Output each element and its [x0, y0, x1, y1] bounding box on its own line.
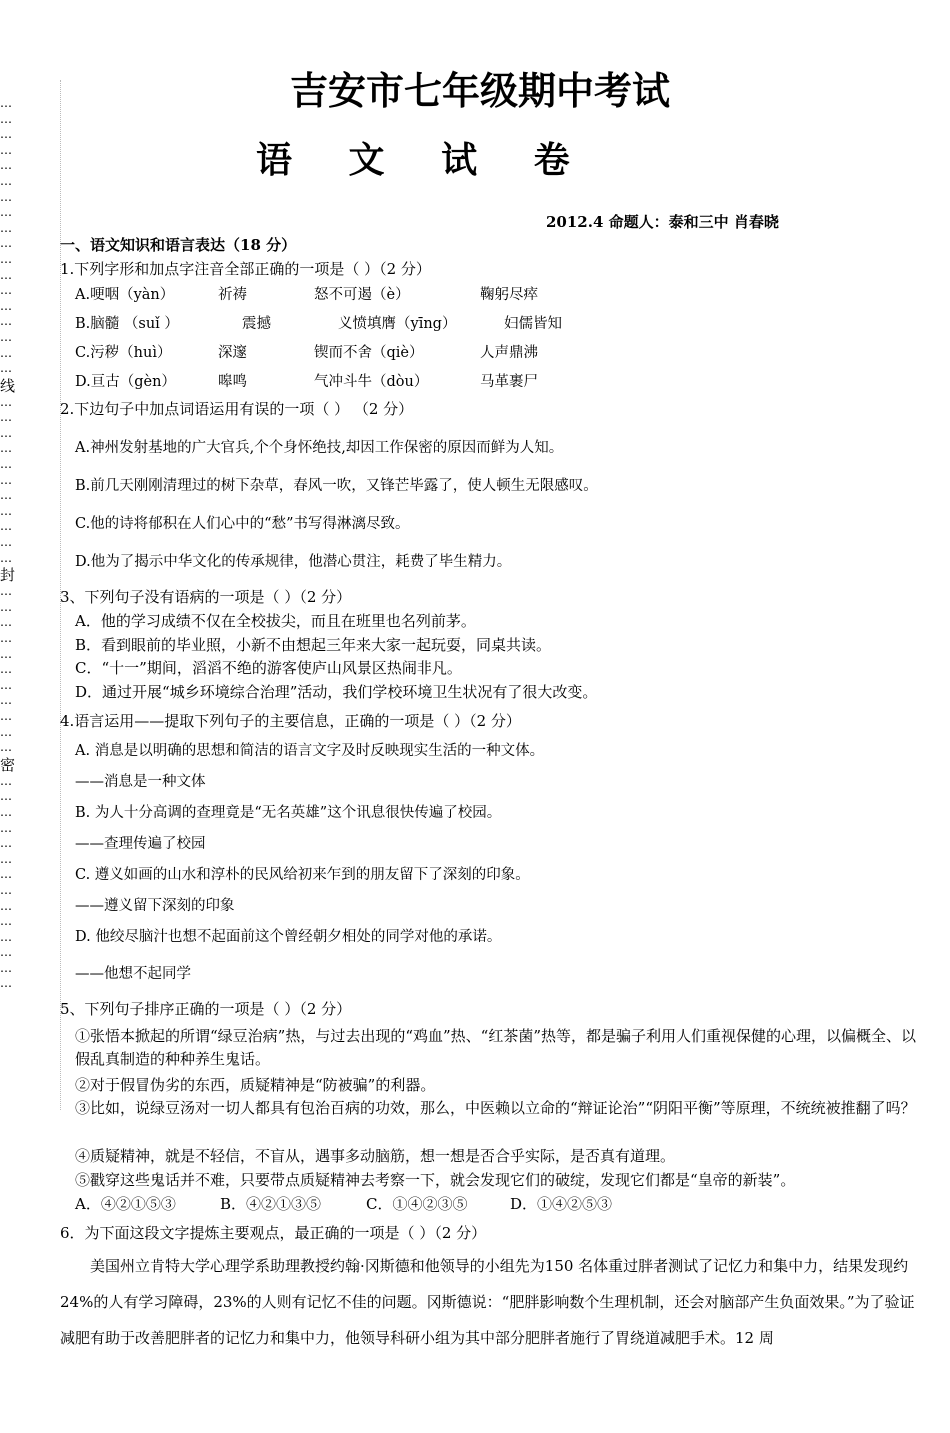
gutter-dots: …	[0, 851, 11, 866]
gutter-dots: …	[0, 361, 11, 376]
question-3-stem: 3、下列句子没有语病的一项是（ ）（2 分）	[60, 588, 352, 606]
gutter-dots: …	[0, 127, 11, 142]
exam-title: 吉安市七年级期中考试	[290, 68, 671, 113]
gutter-dots: …	[0, 945, 11, 960]
gutter-dots: …	[0, 394, 11, 409]
q1-b-word2: 震撼	[242, 316, 271, 332]
q4-line-8: ——他想不起同学	[75, 966, 191, 982]
q5-item-3: ③比如，说绿豆汤对一切人都具有包治百病的功效，那么，中医赖以立命的“辩证论治”“阴阳平衡”等原理，不统统被推翻了吗？	[75, 1099, 916, 1117]
gutter-dots: …	[0, 189, 11, 204]
question-1-stem: 1.下列字形和加点字注音全部正确的一项是（ ）（2 分）	[60, 260, 431, 278]
gutter-dots: …	[0, 740, 11, 755]
gutter-dots: …	[0, 283, 11, 298]
gutter-dots: …	[0, 708, 11, 723]
question-2-stem: 2.下边句子中加点词语运用有误的一项（ ） （2 分）	[60, 400, 414, 418]
q3-option-c: C．“十一”期间，滔滔不绝的游客使庐山风景区热闹非凡。	[75, 659, 462, 677]
q5-choice-a: A．④②①⑤③	[75, 1195, 176, 1213]
gutter-dots: …	[0, 236, 11, 251]
gutter-dots: …	[0, 503, 11, 518]
gutter-dots: …	[0, 96, 11, 110]
question-5-stem: 5、下列句子排序正确的一项是（ ）（2 分）	[60, 1000, 352, 1018]
gutter-dots: …	[0, 836, 11, 851]
gutter-dots: …	[0, 345, 11, 360]
gutter-dots: …	[0, 142, 11, 157]
gutter-dots: …	[0, 251, 11, 266]
q1-b-word4: 妇儒皆知	[504, 316, 562, 332]
q1-c-word3: 锲而不舍（qiè）	[314, 345, 424, 361]
gutter-label: 密	[0, 755, 15, 774]
q1-d-word4: 马革裹尸	[480, 374, 538, 390]
gutter-dots: …	[0, 158, 11, 173]
q1-d-word2: 嗥鸣	[218, 374, 247, 390]
gutter-dots: …	[0, 410, 11, 425]
gutter-dots: …	[0, 615, 11, 630]
q4-line-4: ——查理传遍了校园	[75, 836, 206, 852]
gutter-dots: …	[0, 599, 11, 614]
q4-line-1: A. 消息是以明确的思想和简洁的语言文字及时反映现实生活的一种文体。	[75, 743, 545, 759]
gutter-dots: …	[0, 677, 11, 692]
q4-line-6: ——遵义留下深刻的印象	[75, 898, 235, 914]
q6-passage: 美国州立肯特大学心理学系助理教授约翰·冈斯德和他领导的小组先为150 名体重过胖者测试了记忆力和集中力，结果发现约 24%的人有学习障碍，23%的人则有记忆不佳的问题。冈斯德说：“肥胖影响数个生理机制，还会对脑部产生负面效果。”为了验证减肥有助于改善肥胖者的记忆力和集中力，他领导科研小组为其中部分肥胖者施行了胃绕道减肥手术。12 周	[60, 1257, 915, 1347]
gutter-dots: …	[0, 314, 11, 329]
binding-gutter	[0, 96, 20, 992]
q2-option-c: C.他的诗将郁积在人们心中的“愁”书写得淋漓尽致。	[75, 516, 410, 532]
gutter-dots: …	[0, 267, 11, 282]
gutter-dots: …	[0, 488, 11, 503]
q4-line-3: B. 为人十分高调的查理竟是“无名英雄”这个讯息很快传遍了校园。	[75, 805, 502, 821]
gutter-dots: …	[0, 773, 11, 788]
question-4-stem: 4.语言运用——提取下列句子的主要信息，正确的一项是（ ）（2 分）	[60, 712, 521, 730]
q4-line-5: C. 遵义如画的山水和淳朴的民风给初来乍到的朋友留下了深刻的印象。	[75, 867, 530, 883]
q3-option-b: B．看到眼前的毕业照，小新不由想起三年来大家一起玩耍，同桌共读。	[75, 636, 552, 654]
q2-option-b: B.前几天刚刚清理过的树下杂草，春风一吹，又锋芒毕露了，使人顿生无限感叹。	[75, 478, 598, 494]
gutter-dots: …	[0, 584, 11, 599]
q1-b-word3: 义愤填膺（yīng）	[338, 316, 457, 332]
gutter-dots: …	[0, 550, 11, 565]
q1-c-word2: 深邃	[218, 345, 247, 361]
q5-item-1: ①张悟本掀起的所谓“绿豆治病”热，与过去出现的“鸡血”热、“红茶菌”热等，都是骗子利用人们重视保健的心理，以偏概全、以假乱真制造的种种养生鬼话。	[75, 1027, 917, 1068]
gutter-dots: …	[0, 976, 11, 991]
q1-d-word1: D.亘古（gèn）	[75, 374, 176, 390]
q1-c-word4: 人声鼎沸	[480, 345, 538, 361]
author-line: 2012.4 命题人：泰和三中 肖春晓	[546, 213, 779, 231]
q1-a-word4: 鞠躬尽瘁	[480, 287, 538, 303]
q3-option-a: A．他的学习成绩不仅在全校拔尖，而且在班里也名列前茅。	[75, 612, 476, 630]
q1-d-word3: 气冲斗牛（dòu）	[314, 374, 429, 390]
q5-item-5: ⑤戳穿这些鬼话并不难，只要带点质疑精神去考察一下，就会发现它们的破绽，发现它们都是“皇帝的新装”。	[75, 1171, 796, 1189]
gutter-dots: …	[0, 804, 11, 819]
q1-a-word1: A.哽咽（yàn）	[75, 287, 175, 303]
gutter-dots: …	[0, 205, 11, 220]
question-6-stem: 6．为下面这段文字提炼主要观点，最正确的一项是（ ）（2 分）	[60, 1224, 487, 1242]
gutter-dots: …	[0, 425, 11, 440]
gutter-dots: …	[0, 960, 11, 975]
q5-choice-c: C．①④②③⑤	[366, 1195, 468, 1213]
gutter-dots: …	[0, 457, 11, 472]
section-heading: 一、语文知识和语言表达（18 分）	[60, 236, 297, 254]
q1-b-word1: B.脑髓 （suǐ ）	[75, 316, 179, 332]
gutter-dots: …	[0, 220, 11, 235]
gutter-dots: …	[0, 867, 11, 882]
gutter-dots: …	[0, 724, 11, 739]
gutter-dots: …	[0, 111, 11, 126]
q5-choice-d: D．①④②⑤③	[510, 1195, 613, 1213]
gutter-dots: …	[0, 693, 11, 708]
gutter-dots: …	[0, 882, 11, 897]
gutter-label: 封	[0, 566, 15, 585]
gutter-dots: …	[0, 329, 11, 344]
exam-subtitle: 语 文 试 卷	[256, 139, 592, 181]
q1-a-word2: 祈祷	[218, 287, 247, 303]
q2-option-a: A.神州发射基地的广大官兵,个个身怀绝技,却因工作保密的原因而鲜为人知。	[75, 440, 564, 456]
q1-c-word1: C.污秽（huì）	[75, 345, 172, 361]
gutter-dots: …	[0, 519, 11, 534]
q5-choice-b: B．④②①③⑤	[220, 1195, 322, 1213]
gutter-dots: …	[0, 789, 11, 804]
gutter-dots: …	[0, 298, 11, 313]
q4-line-7: D. 他绞尽脑汁也想不起面前这个曾经朝夕相处的同学对他的承诺。	[75, 929, 502, 945]
gutter-dots: …	[0, 662, 11, 677]
gutter-dots: …	[0, 631, 11, 645]
q3-option-d: D．通过开展“城乡环境综合治理”活动，我们学校环境卫生状况有了很大改变。	[75, 683, 598, 701]
gutter-dots: …	[0, 914, 11, 929]
gutter-dots: …	[0, 898, 11, 913]
gutter-dots: …	[0, 535, 11, 550]
gutter-dots: …	[0, 820, 11, 835]
q5-item-2: ②对于假冒伪劣的东西，质疑精神是“防被骗”的利器。	[75, 1076, 436, 1094]
gutter-dots: …	[0, 441, 11, 456]
gutter-dots: …	[0, 646, 11, 661]
q2-option-d: D.他为了揭示中华文化的传承规律，他潜心贯注，耗费了毕生精力。	[75, 554, 512, 570]
gutter-dots: …	[0, 173, 11, 188]
q4-line-2: ——消息是一种文体	[75, 774, 206, 790]
q1-a-word3: 怒不可遏（è）	[314, 287, 410, 303]
gutter-dots: …	[0, 929, 11, 944]
gutter-dots: …	[0, 472, 11, 487]
gutter-label: 线	[0, 376, 15, 395]
q5-item-4: ④质疑精神，就是不轻信，不盲从，遇事多动脑筋，想一想是否合乎实际，是否真有道理。	[75, 1147, 676, 1165]
